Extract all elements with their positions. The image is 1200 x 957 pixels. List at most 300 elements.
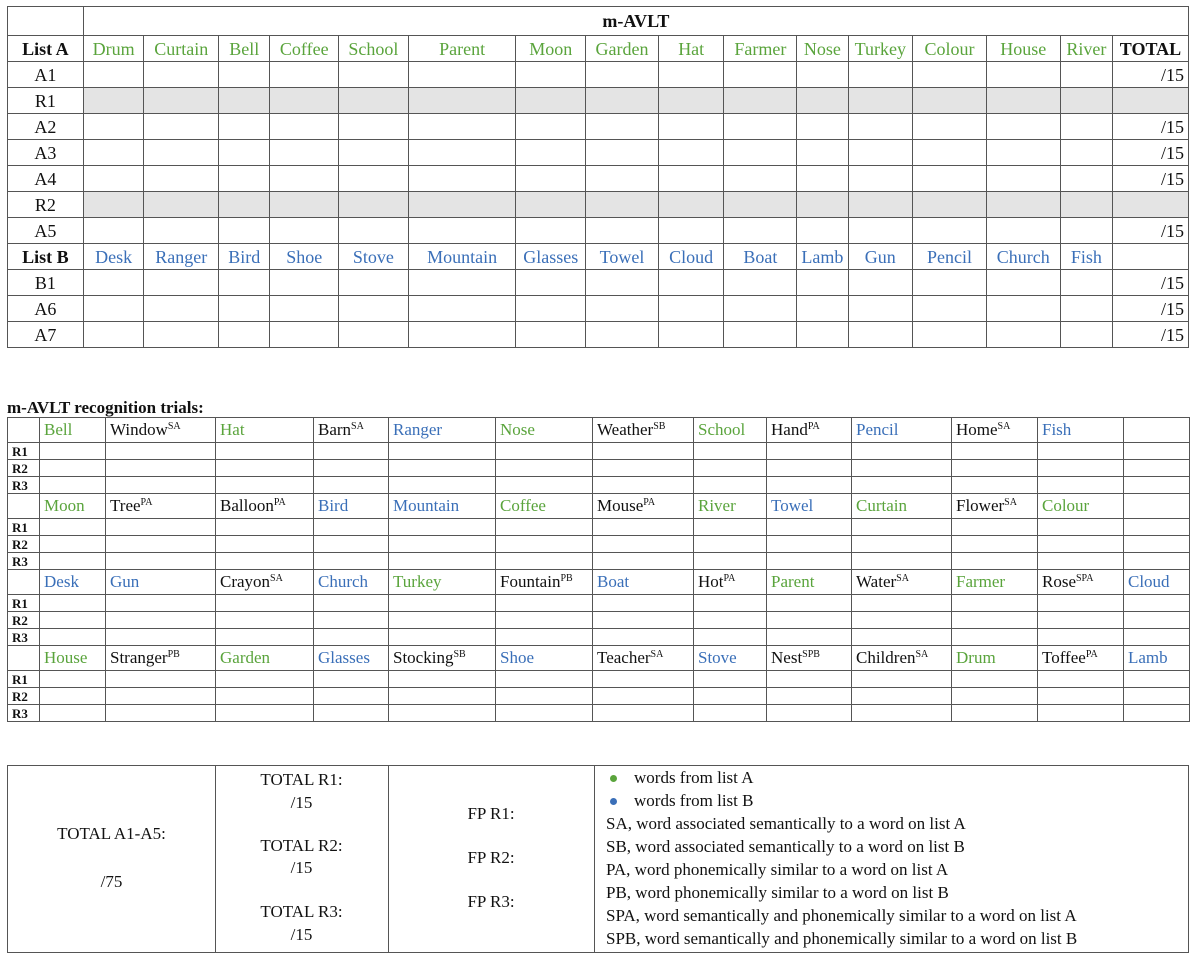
score-cell[interactable] (848, 88, 913, 114)
response-cell[interactable] (389, 443, 496, 460)
response-cell[interactable] (852, 671, 952, 688)
score-cell[interactable] (408, 322, 516, 348)
score-cell[interactable] (219, 114, 270, 140)
response-cell[interactable] (767, 629, 852, 646)
response-cell[interactable] (389, 460, 496, 477)
score-cell[interactable] (913, 62, 987, 88)
response-cell[interactable] (106, 688, 216, 705)
response-cell[interactable] (852, 705, 952, 722)
score-cell[interactable] (339, 322, 409, 348)
response-cell[interactable] (852, 629, 952, 646)
response-cell[interactable] (1124, 671, 1190, 688)
score-cell[interactable] (270, 192, 339, 218)
score-cell[interactable] (724, 270, 797, 296)
response-cell[interactable] (1124, 519, 1190, 536)
score-cell[interactable] (724, 62, 797, 88)
response-cell[interactable] (496, 460, 593, 477)
score-cell[interactable] (797, 62, 848, 88)
response-cell[interactable] (1038, 671, 1124, 688)
response-cell[interactable] (694, 519, 767, 536)
response-cell[interactable] (1124, 688, 1190, 705)
score-cell[interactable] (516, 88, 586, 114)
response-cell[interactable] (1038, 536, 1124, 553)
response-cell[interactable] (40, 477, 106, 494)
response-cell[interactable] (694, 553, 767, 570)
response-cell[interactable] (852, 519, 952, 536)
response-cell[interactable] (496, 688, 593, 705)
response-cell[interactable] (852, 688, 952, 705)
score-cell[interactable] (658, 166, 724, 192)
score-cell[interactable] (83, 140, 143, 166)
score-cell[interactable] (408, 114, 516, 140)
score-cell[interactable] (724, 192, 797, 218)
score-cell[interactable] (219, 140, 270, 166)
response-cell[interactable] (852, 460, 952, 477)
score-cell[interactable] (724, 114, 797, 140)
response-cell[interactable] (314, 595, 389, 612)
response-cell[interactable] (852, 553, 952, 570)
response-cell[interactable] (952, 477, 1038, 494)
score-cell[interactable] (797, 192, 848, 218)
response-cell[interactable] (593, 536, 694, 553)
score-cell[interactable] (986, 270, 1060, 296)
score-cell[interactable] (848, 166, 913, 192)
score-cell[interactable] (516, 62, 586, 88)
score-cell[interactable] (658, 296, 724, 322)
response-cell[interactable] (40, 460, 106, 477)
score-cell[interactable] (586, 218, 659, 244)
score-cell[interactable] (408, 192, 516, 218)
score-cell[interactable] (339, 88, 409, 114)
score-cell[interactable] (586, 322, 659, 348)
response-cell[interactable] (496, 553, 593, 570)
score-cell[interactable] (339, 114, 409, 140)
score-cell[interactable] (516, 296, 586, 322)
score-cell[interactable] (1060, 88, 1112, 114)
score-cell[interactable] (339, 192, 409, 218)
score-cell[interactable] (848, 140, 913, 166)
response-cell[interactable] (216, 553, 314, 570)
score-cell[interactable] (913, 218, 987, 244)
score-cell[interactable] (516, 166, 586, 192)
response-cell[interactable] (106, 443, 216, 460)
score-cell[interactable] (913, 322, 987, 348)
response-cell[interactable] (496, 443, 593, 460)
score-cell[interactable] (144, 296, 219, 322)
response-cell[interactable] (952, 612, 1038, 629)
score-cell[interactable] (986, 62, 1060, 88)
response-cell[interactable] (106, 519, 216, 536)
response-cell[interactable] (314, 553, 389, 570)
score-cell[interactable] (339, 270, 409, 296)
score-cell[interactable] (658, 140, 724, 166)
response-cell[interactable] (1038, 519, 1124, 536)
response-cell[interactable] (216, 629, 314, 646)
score-cell[interactable] (986, 88, 1060, 114)
response-cell[interactable] (216, 477, 314, 494)
score-cell[interactable] (1060, 166, 1112, 192)
response-cell[interactable] (694, 705, 767, 722)
response-cell[interactable] (767, 477, 852, 494)
score-cell[interactable] (658, 218, 724, 244)
response-cell[interactable] (852, 612, 952, 629)
score-cell[interactable] (913, 114, 987, 140)
response-cell[interactable] (389, 629, 496, 646)
score-cell[interactable] (408, 270, 516, 296)
score-cell[interactable] (270, 88, 339, 114)
score-cell[interactable] (724, 88, 797, 114)
score-cell[interactable] (848, 62, 913, 88)
score-cell[interactable] (913, 166, 987, 192)
response-cell[interactable] (1124, 553, 1190, 570)
score-cell[interactable] (797, 270, 848, 296)
score-cell[interactable] (144, 218, 219, 244)
score-cell[interactable] (913, 270, 987, 296)
response-cell[interactable] (593, 553, 694, 570)
response-cell[interactable] (314, 671, 389, 688)
response-cell[interactable] (314, 519, 389, 536)
score-cell[interactable] (986, 192, 1060, 218)
score-cell[interactable] (986, 114, 1060, 140)
response-cell[interactable] (694, 671, 767, 688)
response-cell[interactable] (106, 536, 216, 553)
response-cell[interactable] (496, 519, 593, 536)
response-cell[interactable] (767, 536, 852, 553)
response-cell[interactable] (593, 460, 694, 477)
response-cell[interactable] (496, 612, 593, 629)
score-cell[interactable] (219, 88, 270, 114)
response-cell[interactable] (694, 460, 767, 477)
response-cell[interactable] (1124, 477, 1190, 494)
score-cell[interactable] (144, 166, 219, 192)
score-cell[interactable] (339, 218, 409, 244)
response-cell[interactable] (496, 595, 593, 612)
score-cell[interactable] (797, 140, 848, 166)
score-cell[interactable] (724, 218, 797, 244)
response-cell[interactable] (952, 536, 1038, 553)
score-cell[interactable] (219, 192, 270, 218)
response-cell[interactable] (40, 595, 106, 612)
response-cell[interactable] (216, 519, 314, 536)
score-cell[interactable] (848, 322, 913, 348)
score-cell[interactable] (797, 296, 848, 322)
response-cell[interactable] (767, 595, 852, 612)
score-cell[interactable] (339, 296, 409, 322)
score-cell[interactable] (658, 270, 724, 296)
score-cell[interactable] (408, 296, 516, 322)
score-cell[interactable] (83, 62, 143, 88)
response-cell[interactable] (40, 629, 106, 646)
response-cell[interactable] (952, 519, 1038, 536)
score-cell[interactable] (270, 166, 339, 192)
response-cell[interactable] (314, 460, 389, 477)
response-cell[interactable] (389, 553, 496, 570)
score-cell[interactable] (83, 192, 143, 218)
score-cell[interactable] (270, 140, 339, 166)
score-cell[interactable] (219, 270, 270, 296)
response-cell[interactable] (1038, 553, 1124, 570)
response-cell[interactable] (852, 443, 952, 460)
score-cell[interactable] (586, 296, 659, 322)
response-cell[interactable] (314, 536, 389, 553)
score-cell[interactable] (797, 322, 848, 348)
score-cell[interactable] (1060, 218, 1112, 244)
score-cell[interactable] (219, 322, 270, 348)
score-cell[interactable] (83, 322, 143, 348)
score-cell[interactable] (586, 88, 659, 114)
score-cell[interactable] (516, 192, 586, 218)
score-cell[interactable] (219, 166, 270, 192)
response-cell[interactable] (1124, 629, 1190, 646)
response-cell[interactable] (389, 477, 496, 494)
response-cell[interactable] (389, 688, 496, 705)
response-cell[interactable] (767, 443, 852, 460)
score-cell[interactable] (1060, 140, 1112, 166)
response-cell[interactable] (593, 629, 694, 646)
response-cell[interactable] (694, 688, 767, 705)
response-cell[interactable] (314, 443, 389, 460)
score-cell[interactable] (83, 218, 143, 244)
response-cell[interactable] (314, 629, 389, 646)
response-cell[interactable] (496, 629, 593, 646)
score-cell[interactable] (797, 88, 848, 114)
score-cell[interactable] (1060, 114, 1112, 140)
response-cell[interactable] (593, 477, 694, 494)
score-cell[interactable] (913, 192, 987, 218)
score-cell[interactable] (913, 296, 987, 322)
score-cell[interactable] (516, 270, 586, 296)
response-cell[interactable] (40, 612, 106, 629)
response-cell[interactable] (593, 671, 694, 688)
score-cell[interactable] (913, 140, 987, 166)
score-cell[interactable] (83, 88, 143, 114)
response-cell[interactable] (1124, 536, 1190, 553)
score-cell[interactable] (848, 114, 913, 140)
score-cell[interactable] (219, 218, 270, 244)
score-cell[interactable] (797, 166, 848, 192)
response-cell[interactable] (593, 705, 694, 722)
score-cell[interactable] (270, 62, 339, 88)
response-cell[interactable] (1038, 443, 1124, 460)
score-cell[interactable] (339, 166, 409, 192)
response-cell[interactable] (1038, 612, 1124, 629)
score-cell[interactable] (986, 218, 1060, 244)
response-cell[interactable] (1038, 705, 1124, 722)
response-cell[interactable] (1124, 595, 1190, 612)
score-cell[interactable] (516, 114, 586, 140)
score-cell[interactable] (724, 166, 797, 192)
score-cell[interactable] (1060, 296, 1112, 322)
response-cell[interactable] (40, 443, 106, 460)
response-cell[interactable] (593, 612, 694, 629)
response-cell[interactable] (216, 671, 314, 688)
response-cell[interactable] (216, 595, 314, 612)
response-cell[interactable] (216, 688, 314, 705)
response-cell[interactable] (389, 612, 496, 629)
score-cell[interactable] (986, 296, 1060, 322)
score-cell[interactable] (797, 114, 848, 140)
score-cell[interactable] (986, 140, 1060, 166)
score-cell[interactable] (658, 192, 724, 218)
response-cell[interactable] (1124, 443, 1190, 460)
response-cell[interactable] (106, 595, 216, 612)
score-cell[interactable] (516, 322, 586, 348)
response-cell[interactable] (216, 443, 314, 460)
score-cell[interactable] (1060, 270, 1112, 296)
response-cell[interactable] (694, 595, 767, 612)
score-cell[interactable] (586, 140, 659, 166)
response-cell[interactable] (694, 612, 767, 629)
score-cell[interactable] (724, 140, 797, 166)
score-cell[interactable] (848, 270, 913, 296)
response-cell[interactable] (314, 612, 389, 629)
score-cell[interactable] (658, 62, 724, 88)
response-cell[interactable] (216, 536, 314, 553)
response-cell[interactable] (106, 553, 216, 570)
score-cell[interactable] (408, 166, 516, 192)
response-cell[interactable] (694, 477, 767, 494)
response-cell[interactable] (314, 688, 389, 705)
response-cell[interactable] (952, 595, 1038, 612)
response-cell[interactable] (389, 519, 496, 536)
response-cell[interactable] (952, 688, 1038, 705)
response-cell[interactable] (40, 671, 106, 688)
score-cell[interactable] (219, 62, 270, 88)
response-cell[interactable] (216, 705, 314, 722)
response-cell[interactable] (1038, 595, 1124, 612)
response-cell[interactable] (952, 705, 1038, 722)
response-cell[interactable] (952, 443, 1038, 460)
response-cell[interactable] (1124, 612, 1190, 629)
response-cell[interactable] (106, 629, 216, 646)
score-cell[interactable] (1060, 322, 1112, 348)
response-cell[interactable] (767, 688, 852, 705)
response-cell[interactable] (852, 536, 952, 553)
response-cell[interactable] (1038, 477, 1124, 494)
score-cell[interactable] (586, 114, 659, 140)
response-cell[interactable] (694, 536, 767, 553)
score-cell[interactable] (270, 296, 339, 322)
response-cell[interactable] (106, 612, 216, 629)
score-cell[interactable] (144, 270, 219, 296)
score-cell[interactable] (658, 114, 724, 140)
score-cell[interactable] (586, 270, 659, 296)
score-cell[interactable] (586, 166, 659, 192)
score-cell[interactable] (848, 218, 913, 244)
response-cell[interactable] (216, 460, 314, 477)
score-cell[interactable] (83, 114, 143, 140)
response-cell[interactable] (767, 553, 852, 570)
score-cell[interactable] (658, 88, 724, 114)
response-cell[interactable] (1038, 629, 1124, 646)
response-cell[interactable] (952, 629, 1038, 646)
score-cell[interactable] (83, 166, 143, 192)
response-cell[interactable] (694, 629, 767, 646)
score-cell[interactable] (144, 114, 219, 140)
response-cell[interactable] (496, 671, 593, 688)
response-cell[interactable] (389, 671, 496, 688)
score-cell[interactable] (144, 192, 219, 218)
response-cell[interactable] (389, 536, 496, 553)
response-cell[interactable] (593, 443, 694, 460)
response-cell[interactable] (40, 519, 106, 536)
response-cell[interactable] (593, 519, 694, 536)
response-cell[interactable] (389, 705, 496, 722)
response-cell[interactable] (852, 595, 952, 612)
score-cell[interactable] (408, 218, 516, 244)
score-cell[interactable] (144, 62, 219, 88)
response-cell[interactable] (40, 688, 106, 705)
response-cell[interactable] (496, 477, 593, 494)
score-cell[interactable] (144, 322, 219, 348)
response-cell[interactable] (952, 553, 1038, 570)
score-cell[interactable] (270, 218, 339, 244)
score-cell[interactable] (724, 322, 797, 348)
score-cell[interactable] (586, 192, 659, 218)
response-cell[interactable] (106, 705, 216, 722)
response-cell[interactable] (767, 612, 852, 629)
score-cell[interactable] (408, 140, 516, 166)
response-cell[interactable] (40, 536, 106, 553)
response-cell[interactable] (1038, 688, 1124, 705)
response-cell[interactable] (767, 519, 852, 536)
score-cell[interactable] (516, 140, 586, 166)
score-cell[interactable] (144, 140, 219, 166)
score-cell[interactable] (408, 62, 516, 88)
score-cell[interactable] (270, 322, 339, 348)
response-cell[interactable] (1124, 705, 1190, 722)
score-cell[interactable] (797, 218, 848, 244)
score-cell[interactable] (516, 218, 586, 244)
response-cell[interactable] (40, 705, 106, 722)
response-cell[interactable] (767, 705, 852, 722)
score-cell[interactable] (144, 88, 219, 114)
response-cell[interactable] (314, 477, 389, 494)
response-cell[interactable] (314, 705, 389, 722)
score-cell[interactable] (339, 62, 409, 88)
score-cell[interactable] (658, 322, 724, 348)
response-cell[interactable] (106, 460, 216, 477)
score-cell[interactable] (270, 270, 339, 296)
response-cell[interactable] (496, 705, 593, 722)
response-cell[interactable] (389, 595, 496, 612)
response-cell[interactable] (1038, 460, 1124, 477)
response-cell[interactable] (767, 460, 852, 477)
score-cell[interactable] (270, 114, 339, 140)
score-cell[interactable] (83, 296, 143, 322)
score-cell[interactable] (83, 270, 143, 296)
score-cell[interactable] (848, 192, 913, 218)
score-cell[interactable] (1060, 62, 1112, 88)
score-cell[interactable] (1060, 192, 1112, 218)
response-cell[interactable] (767, 671, 852, 688)
response-cell[interactable] (952, 671, 1038, 688)
response-cell[interactable] (593, 595, 694, 612)
score-cell[interactable] (339, 140, 409, 166)
response-cell[interactable] (106, 671, 216, 688)
response-cell[interactable] (106, 477, 216, 494)
score-cell[interactable] (913, 88, 987, 114)
score-cell[interactable] (986, 166, 1060, 192)
score-cell[interactable] (586, 62, 659, 88)
score-cell[interactable] (986, 322, 1060, 348)
response-cell[interactable] (1124, 460, 1190, 477)
response-cell[interactable] (952, 460, 1038, 477)
response-cell[interactable] (216, 612, 314, 629)
response-cell[interactable] (496, 536, 593, 553)
score-cell[interactable] (848, 296, 913, 322)
score-cell[interactable] (219, 296, 270, 322)
